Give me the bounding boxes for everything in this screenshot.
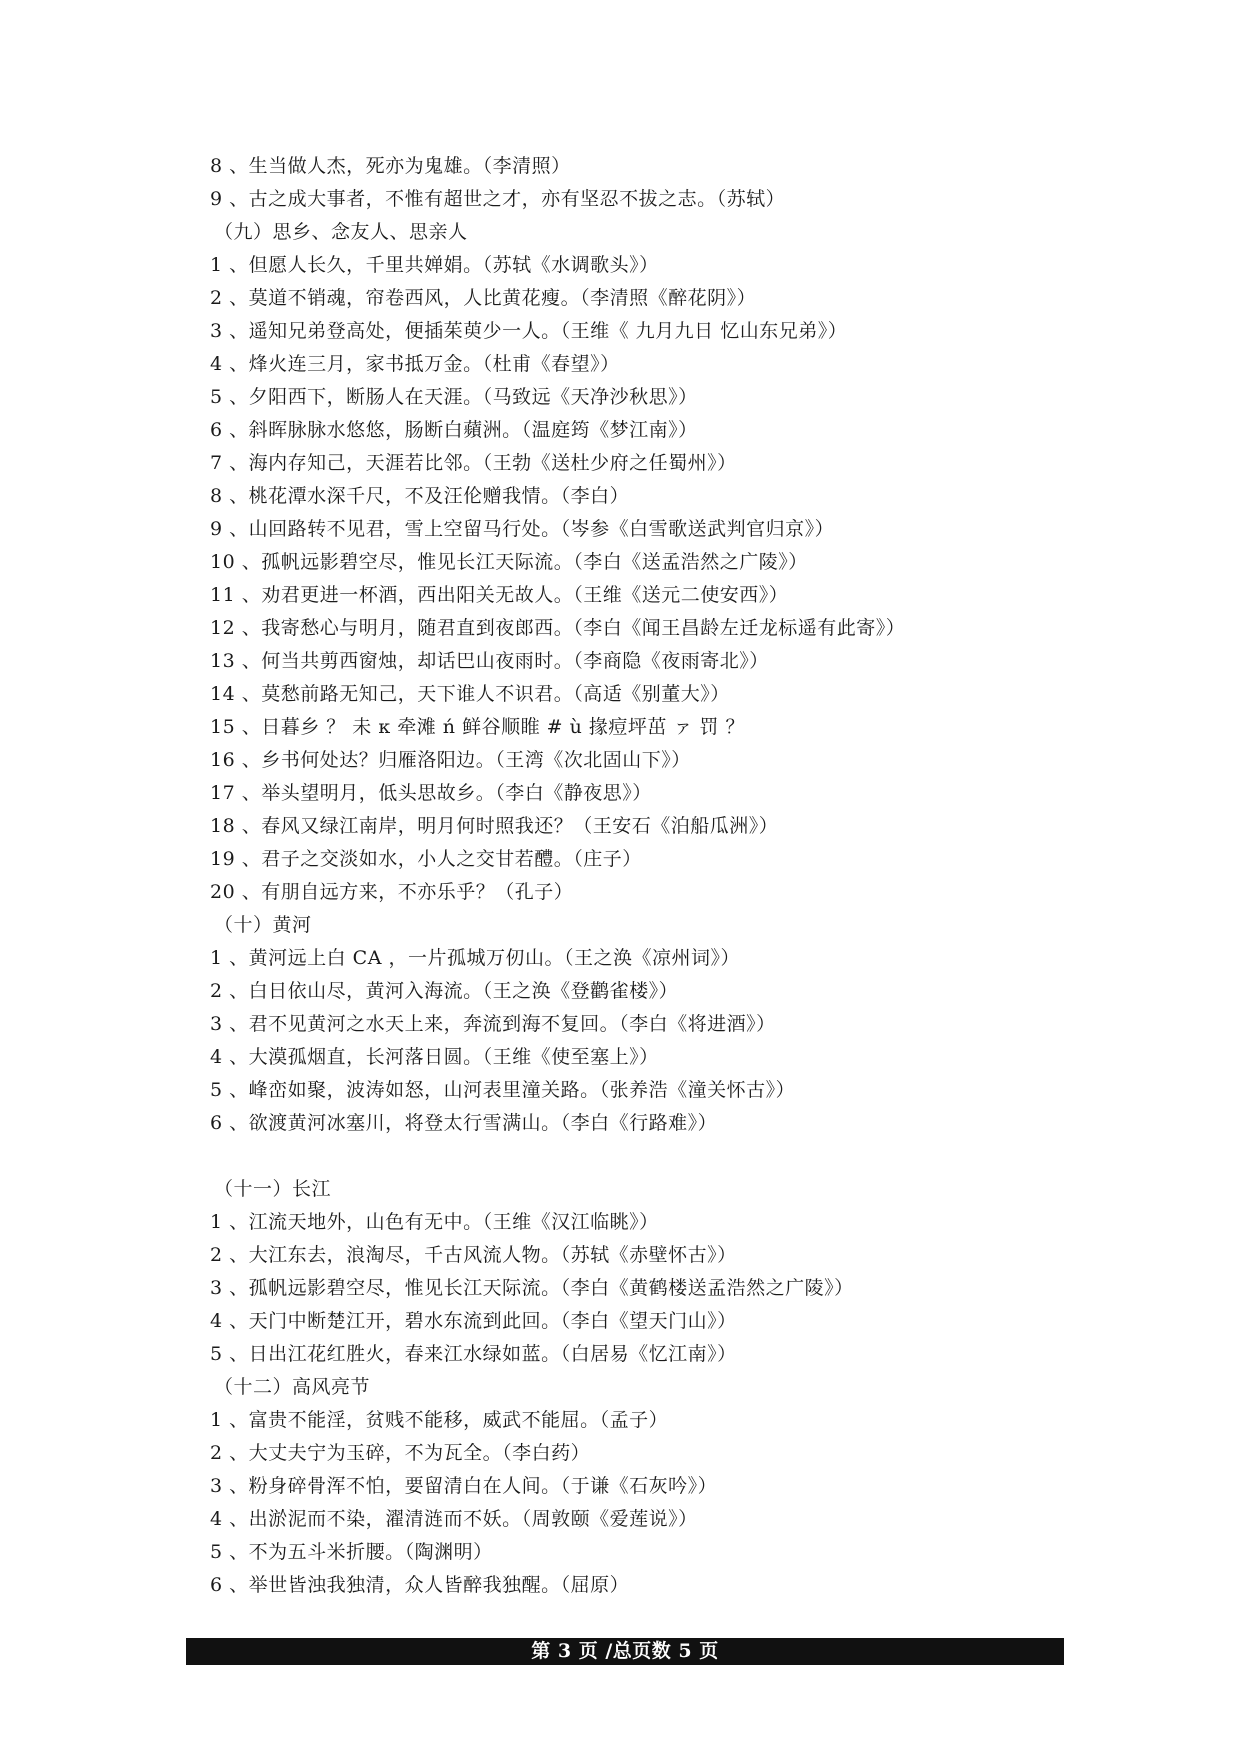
quote-line: 3 、遥知兄弟登高处，便插茱萸少一人。（王维《 九月九日 忆山东兄弟》） <box>210 320 848 342</box>
quote-line: 7 、海内存知己，天涯若比邻。（王勃《送杜少府之任蜀州》） <box>210 452 737 474</box>
quote-line: 1 、富贵不能淫，贫贱不能移，威武不能屈。（孟子） <box>210 1409 669 1431</box>
quote-line: 14 、莫愁前路无知己，天下谁人不识君。（高适《别董大》） <box>210 683 730 705</box>
quote-line: 9 、古之成大事者，不惟有超世之才，亦有坚忍不拔之志。（苏轼） <box>210 188 786 210</box>
quote-line: 2 、莫道不销魂，帘卷西风，人比黄花瘦。（李清照《醉花阴》） <box>210 287 757 309</box>
quote-line: 13 、何当共剪西窗烛，却话巴山夜雨时。（李商隐《夜雨寄北》） <box>210 650 769 672</box>
quote-line: 18 、春风又绿江南岸，明月何时照我还？（王安石《泊船瓜洲》） <box>210 815 779 837</box>
quote-line: 3 、孤帆远影碧空尽，惟见长江天际流。（李白《黄鹤楼送孟浩然之广陵》） <box>210 1277 854 1299</box>
quote-line: 6 、欲渡黄河冰塞川，将登太行雪满山。（李白《行路难》） <box>210 1112 718 1134</box>
page-number-label: 第 3 页 /总页数 5 页 <box>531 1640 719 1662</box>
quote-line: 1 、黄河远上白 CA ，一片孤城万仞山。（王之涣《凉州词》） <box>210 947 740 969</box>
quote-line: 17 、举头望明月，低头思故乡。（李白《静夜思》） <box>210 782 652 804</box>
quote-line: 1 、但愿人长久，千里共婵娟。（苏轼《水调歌头》） <box>210 254 659 276</box>
quote-line: 11 、劝君更进一杯酒，西出阳关无故人。（王维《送元二使安西》） <box>210 584 789 606</box>
quote-line: 2 、白日依山尽，黄河入海流。（王之涣《登鹳雀楼》） <box>210 980 679 1002</box>
quote-line: 8 、生当做人杰，死亦为鬼雄。（李清照） <box>210 155 571 177</box>
quote-line: 5 、夕阳西下，断肠人在天涯。（马致远《天净沙秋思》） <box>210 386 698 408</box>
quote-line: 8 、桃花潭水深千尺，不及汪伦赠我情。（李白） <box>210 485 630 507</box>
blank-line <box>210 1140 1110 1173</box>
section-heading: （九）思乡、念友人、思亲人 <box>214 221 468 243</box>
quote-line: 5 、峰峦如聚，波涛如怒，山河表里潼关路。（张养浩《潼关怀古》） <box>210 1079 796 1101</box>
quote-line: 10 、孤帆远影碧空尽，惟见长江天际流。（李白《送孟浩然之广陵》） <box>210 551 808 573</box>
quote-line: 4 、出淤泥而不染，濯清涟而不妖。（周敦颐《爱莲说》） <box>210 1508 698 1530</box>
quote-line: 20 、有朋自远方来，不亦乐乎？（孔子） <box>210 881 574 903</box>
quote-line: 12 、我寄愁心与明月，随君直到夜郎西。（李白《闻王昌龄左迁龙标遥有此寄》） <box>210 617 906 639</box>
quote-line: 19 、君子之交淡如水，小人之交甘若醴。（庄子） <box>210 848 642 870</box>
section-heading: （十二）高风亮节 <box>214 1376 371 1398</box>
quote-line: 5 、不为五斗米折腰。（陶渊明） <box>210 1541 493 1563</box>
quote-line: 3 、君不见黄河之水天上来，奔流到海不复回。（李白《将进酒》） <box>210 1013 776 1035</box>
quote-line: 4 、天门中断楚江开，碧水东流到此回。（李白《望天门山》） <box>210 1310 737 1332</box>
quote-line: 6 、斜晖脉脉水悠悠，肠断白蘋洲。（温庭筠《梦江南》） <box>210 419 698 441</box>
document-body <box>210 150 1110 1602</box>
section-heading: （十一）长江 <box>214 1178 332 1200</box>
page-footer <box>186 1638 1064 1665</box>
quote-line: 4 、大漠孤烟直，长河落日圆。（王维《使至塞上》） <box>210 1046 659 1068</box>
quote-line: 9 、山回路转不见君，雪上空留马行处。（岑参《白雪歌送武判官归京》） <box>210 518 835 540</box>
quote-line: 15 、日暮乡 ？ 未 κ 牵滩 ń 鲜谷顺睢 # ù 掾痘坪茁 ァ 罚 ？ <box>210 716 745 738</box>
quote-line: 5 、日出江花红胜火，春来江水绿如蓝。（白居易《忆江南》） <box>210 1343 737 1365</box>
quote-line: 1 、江流天地外，山色有无中。（王维《汉江临眺》） <box>210 1211 659 1233</box>
quote-line: 4 、烽火连三月，家书抵万金。（杜甫《春望》） <box>210 353 620 375</box>
quote-line: 3 、粉身碎骨浑不怕，要留清白在人间。（于谦《石灰吟》） <box>210 1475 718 1497</box>
quote-line: 2 、大江东去，浪淘尽，千古风流人物。（苏轼《赤壁怀古》） <box>210 1244 737 1266</box>
section-heading: （十）黄河 <box>214 914 312 936</box>
quote-line: 2 、大丈夫宁为玉碎，不为瓦全。（李白药） <box>210 1442 591 1464</box>
quote-line: 16 、乡书何处达？归雁洛阳边。（王湾《次北固山下》） <box>210 749 691 771</box>
quote-line: 6 、举世皆浊我独清，众人皆醉我独醒。（屈原） <box>210 1574 630 1596</box>
